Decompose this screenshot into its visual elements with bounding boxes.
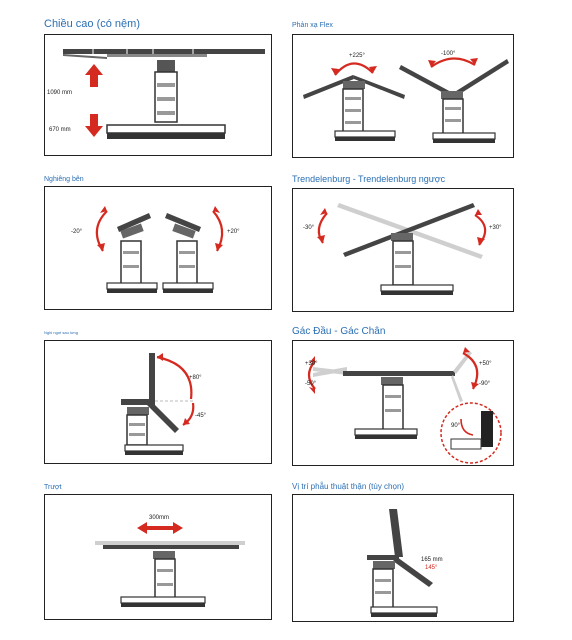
flex-table (303, 75, 405, 141)
trend-left-label: -30° (303, 225, 315, 231)
backrest-diagram (45, 341, 272, 464)
kidney-table (367, 509, 437, 617)
back-arrowhead (157, 353, 163, 361)
flex-label: +225° (349, 53, 365, 59)
panel-frame (44, 494, 272, 620)
back-down-label: -45° (195, 413, 207, 419)
table-top (63, 49, 265, 59)
kidney-angle-label: 145° (425, 565, 438, 571)
leg-arrowhead (471, 382, 479, 389)
slide-arrow (137, 522, 183, 534)
panel-frame (292, 340, 514, 466)
panel-frame (44, 340, 272, 464)
lateral-table-right (163, 213, 213, 293)
lateral-right-label: +20° (227, 229, 240, 235)
panel-frame (44, 186, 272, 310)
max-height-label: 1090 mm (47, 90, 73, 96)
panel-title: Nghiêng bên (44, 176, 84, 183)
reflex-table (399, 59, 509, 143)
reflex-arrow (431, 58, 475, 67)
leg-up-label: +50° (479, 361, 492, 367)
trend-right-label: +30° (489, 225, 502, 231)
slide-diagram (45, 495, 272, 620)
panel-title: Vị trí phẫu thuật thận (tùy chọn) (292, 482, 405, 491)
trendelenburg-diagram (293, 189, 514, 312)
headleg-diagram (293, 341, 514, 466)
back-up-arrow (157, 357, 191, 399)
inset-angle-label: 90° (451, 423, 461, 429)
detail-inset (441, 403, 501, 463)
leg-arrowhead (463, 347, 470, 353)
lateral-left-label: -20° (71, 229, 83, 235)
panel-frame (44, 34, 272, 156)
lateral-diagram (45, 187, 272, 310)
panel-frame (292, 34, 514, 158)
kidney-height-label: 165 mm (421, 557, 443, 563)
panel-frame (292, 494, 514, 622)
column (155, 60, 177, 122)
head-up-label: +30° (305, 361, 318, 367)
backrest-table (121, 353, 195, 455)
panel-frame (292, 188, 514, 312)
lateral-arrowhead (215, 243, 223, 251)
min-height-label: 670 mm (49, 127, 71, 133)
panel-title: Gác Đầu - Gác Chân (292, 326, 386, 337)
flex-diagram (293, 35, 514, 158)
panel-title: Phản xạ Flex (292, 22, 333, 29)
head-down-label: -50° (305, 381, 317, 387)
flex-arrow (335, 63, 373, 75)
reflex-label: -100° (441, 51, 456, 57)
panel-title: Trượt (44, 484, 62, 491)
lateral-table-left (107, 213, 157, 293)
height-arrow-down (85, 114, 103, 137)
panel-title: Nghi ngơi sau lưng (44, 330, 78, 335)
trend-arrowhead (475, 209, 482, 215)
leg-down-label: -90° (479, 381, 491, 387)
height-arrow-up (85, 64, 103, 87)
back-up-label: +80° (189, 375, 202, 381)
panel-title: Trendelenburg - Trendelenburg ngược (292, 174, 446, 184)
slide-table (95, 541, 245, 607)
height-diagram (45, 35, 272, 156)
kidney-diagram (293, 495, 514, 622)
panel-title: Chiều cao (có nệm) (44, 18, 140, 30)
base (107, 125, 225, 139)
slide-distance-label: 300mm (149, 515, 170, 521)
